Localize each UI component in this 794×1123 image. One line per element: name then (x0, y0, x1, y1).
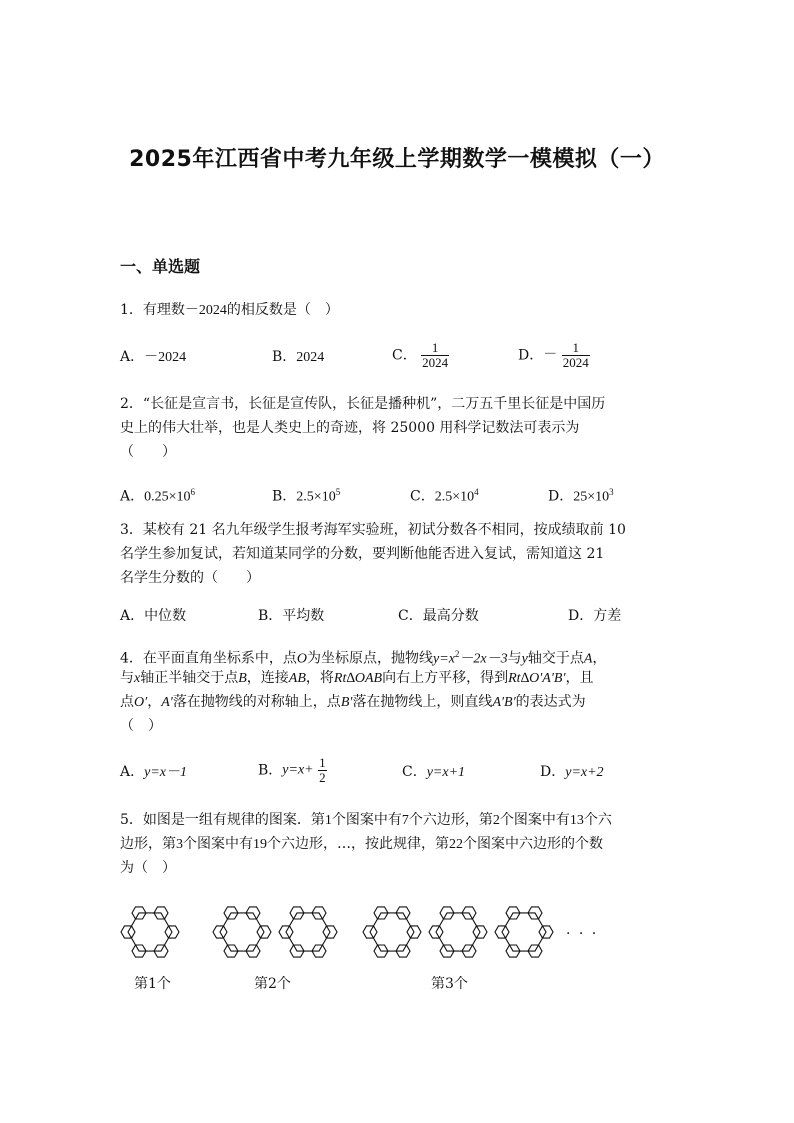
number: 3 (176, 837, 183, 852)
q2-option-c[interactable] (410, 480, 479, 510)
q3-option-d[interactable]: D．方差 (568, 608, 622, 624)
text: 与 (120, 670, 134, 686)
figure-label-2: 第2个 (254, 976, 291, 992)
fraction-numerator: 1 (319, 755, 326, 770)
var-AB: AB (288, 671, 306, 686)
number: 7 (401, 813, 409, 828)
option-value: 2024 (296, 350, 325, 365)
option-label: A． (120, 488, 145, 505)
q4-option-a[interactable] (120, 760, 187, 785)
q4-stem-line2 (120, 666, 594, 691)
fraction-denominator: 2 (319, 770, 326, 785)
text: ，将 (305, 670, 334, 686)
equation: y=x (433, 651, 455, 667)
fraction-numerator: 1 (421, 341, 449, 356)
figure-label-1: 第1个 (134, 976, 171, 992)
q2-option-a[interactable] (120, 480, 195, 510)
fraction (562, 341, 590, 370)
text: 与 (507, 650, 522, 667)
q5-stem-line1 (120, 808, 612, 833)
equation: －2x－3 (459, 651, 508, 667)
q1-option-d[interactable] (518, 341, 590, 370)
q3-option-b[interactable]: B．平均数 (258, 608, 325, 624)
option-value: y=x+1 (426, 765, 466, 780)
text: ， (592, 650, 607, 667)
q4-option-b[interactable] (258, 756, 327, 785)
option-label: B． (258, 762, 283, 779)
minus-sign: － (543, 347, 558, 363)
q5-stem-line3: 为（ ） (120, 860, 176, 876)
q3-option-c[interactable]: C．最高分数 (398, 608, 479, 624)
option-value: －2024 (144, 350, 187, 365)
text: 向右上方平移，得到 (382, 670, 509, 686)
text: ，且 (565, 670, 594, 686)
q2-stem-line1: 2．“长征是宣言书，长征是宣传队，长征是播种机”，二万五千里长征是中国历 (120, 396, 606, 412)
q3-stem-line3: 名学生分数的（ ） (120, 570, 260, 586)
text: ，连接 (246, 670, 289, 686)
page-title: 2025年江西省中考九年级上学期数学一模模拟（一） (129, 147, 665, 172)
number: 2 (492, 813, 500, 828)
var-B: B (238, 671, 247, 686)
triangle-OAB-prime: Rt∆O′A′B′ (508, 671, 566, 686)
fraction-denominator: 2024 (562, 355, 589, 370)
text: 个六边形，第 (408, 812, 493, 828)
q1-option-c[interactable] (392, 341, 449, 370)
number: 22 (449, 837, 463, 852)
q1-option-b[interactable] (272, 345, 324, 370)
text: 5．如图是一组有规律的图案．第 (120, 812, 325, 828)
text: ， (147, 694, 162, 710)
hexagon-pattern-figure (112, 890, 592, 975)
option-value: y=x+ (282, 762, 314, 778)
text: 个图案中有 (183, 836, 253, 852)
number: 1 (324, 813, 332, 828)
option-value: 2.5×10 (296, 489, 336, 505)
q2-option-d[interactable] (548, 480, 614, 510)
q2-stem-line2: 史上的伟大壮举，也是人类史上的奇迹，将 25000 用科学记数法可表示为 (120, 420, 580, 436)
option-label: C． (402, 764, 427, 780)
option-label: C． (410, 488, 435, 505)
text: 4．在平面直角坐标系中，点 (120, 650, 297, 667)
option-label: A． (120, 764, 145, 780)
text: 个图案中有 (331, 812, 402, 828)
var-AB-prime: A′B′ (492, 695, 516, 710)
exponent: 2 (454, 649, 460, 659)
option-label: D． (518, 347, 544, 364)
q4-option-c[interactable] (402, 760, 465, 785)
option-value: y=x－1 (144, 765, 187, 780)
section-heading: 一、单选题 (120, 257, 201, 276)
var-A: A (583, 651, 593, 667)
q1-stem-number: －2024 (184, 303, 227, 318)
text: 个图案中六边形的个数 (463, 836, 603, 852)
q4-stem-line3 (120, 690, 586, 715)
text: 点 (120, 694, 134, 710)
text: 的表达式为 (515, 694, 586, 710)
option-value: y=x+2 (565, 765, 604, 780)
option-label: C． (392, 347, 417, 364)
q1-stem-text: 1．有理数 (120, 302, 185, 318)
option-value: 25×10 (573, 489, 610, 505)
exponent: 6 (190, 487, 196, 497)
q3-stem-line2: 名学生参加复试，若知道某同学的分数，要判断他能否进入复试，需知道这 21 (120, 546, 605, 562)
var-A-prime: A′ (161, 695, 173, 710)
exponent: 3 (609, 487, 614, 497)
option-label: B． (272, 488, 297, 505)
q4-stem-line4: （ ） (120, 718, 162, 734)
option-value: 0.25×10 (144, 489, 191, 505)
q2-option-b[interactable] (272, 480, 340, 510)
triangle-OAB: Rt∆OAB (333, 671, 383, 686)
option-label: B． (272, 349, 297, 365)
text: 落在抛物线上，则直线 (352, 694, 493, 710)
option-value: 2.5×10 (434, 489, 475, 505)
fraction-denominator: 2024 (422, 355, 449, 370)
q2-stem-line3: （ ） (120, 444, 176, 460)
q5-stem-line2 (120, 832, 603, 857)
fraction (421, 341, 449, 370)
q1-stem (120, 298, 339, 323)
q4-option-d[interactable] (540, 760, 604, 785)
option-label: D． (548, 488, 574, 505)
var-y: y (521, 651, 528, 667)
var-x: x (134, 671, 141, 686)
text: 为坐标原点，抛物线 (307, 650, 434, 667)
var-B-prime: B′ (340, 695, 353, 710)
exponent: 4 (474, 487, 479, 497)
text: 轴正半轴交于点 (140, 670, 239, 686)
var-O: O (296, 651, 308, 667)
ellipsis: · · · (566, 926, 599, 942)
text: 个六 (583, 812, 612, 828)
number: 13 (569, 813, 584, 828)
q3-stem-line1: 3．某校有 21 名九年级学生报考海军实验班，初试分数各不相同，按成绩取前 10 (120, 522, 626, 538)
var-O-prime: O′ (134, 695, 148, 710)
q1-option-a[interactable] (120, 345, 186, 370)
fraction (318, 756, 327, 785)
text: 个图案中有 (499, 812, 570, 828)
text: 轴交于点 (527, 650, 584, 667)
text: 落在抛物线的对称轴上，点 (172, 694, 341, 710)
option-label: A． (120, 349, 145, 365)
option-label: D． (540, 764, 566, 780)
q3-option-a[interactable]: A．中位数 (120, 608, 187, 624)
q1-stem-text-end: 的相反数是（ ） (226, 302, 339, 318)
text: 个六边形，…，按此规律，第 (267, 836, 449, 852)
text: 边形，第 (120, 836, 176, 852)
exponent: 5 (335, 487, 341, 497)
figure-label-3: 第3个 (431, 976, 468, 992)
fraction-numerator: 1 (562, 341, 590, 356)
number: 19 (253, 837, 267, 852)
